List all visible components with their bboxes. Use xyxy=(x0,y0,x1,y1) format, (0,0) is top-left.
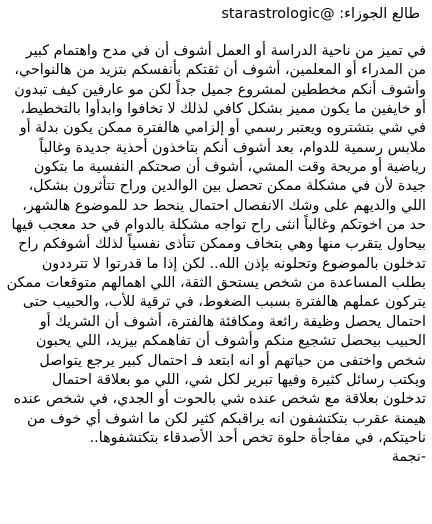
post-signature: -نجمة xyxy=(391,449,426,466)
post-header xyxy=(221,6,420,22)
post-body xyxy=(6,42,426,468)
post-title: طالع الجوزاء: xyxy=(339,6,420,22)
post-body-text: في تميز من ناحية الدراسة أو العمل أشوف أن في مدح واهتمام كبير من المدراء أو المعلمين، أشوف أن ثقتكم بأنفسكم بتزيد من هالنواحي، وأشوف أنكم مخططين لمشروع جميل جداً لكن مو عارفين كيف تبدون أو خايفين ما يكون مميز بشكل كافي لذلك لا تخافوا وابدأوا بالتخطيط، في شي بتشتروه ويعتبر رسمي أو إلزامي هالفترة ممكن يكون بدلة أو ملابس رسمية للدوام، بعد أشوف أنكم بتاخذون أحذية جديدة وغالباً رياضية أو مريحة وقت المشي، أشوف أن صحتكم النفسية ما بتكون جيدة لأن في مشكلة ممكن تحصل بين الوالدين وراح تتأثرون بشكل، اللي والديهم على وشك الانفصال احتمال ينحط حد للموضوع هالشهر، حد من اخوتكم وغالباً انثى راح تواجه مشكلة بالدوام في حد معجب فيها بيحاول يتقرب منها وهي بتخاف وممكن تتأذى نفسياً لذلك أشوفكم راح تدخلون بالموضوع وتحلونه بإذن الله.. لكن إذا ما قدرتوا لا تترددون بطلب المساعدة من شخص يستحق الثقة، اللي اهمالهم متوقعات ممكن يتركون عملهم هالفترة بسبب الضغوط، في ترقية للأب، والحبيب حتى احتمال يحصل وظيفة رائعة ومكافئة هالفترة، أشوف أن الشريك أو الحبيب بيحصل تشجيع منكم وأشوف أن تفاهمكم بيزيد، اللي يحبون شخص واختفى من حياتهم أو انه ابتعد فـ احتمال كبير يرجع يتواصل ويكتب رسائل كثيرة وفيها تبرير لكل شي، اللي مو بعلاقة احتمال تدخلون بعلاقة مع شخص عنده شي بالحوت أو الجدي، في شخص عنده هيمنة عقرب بتكتشفون انه يراقبكم كثير لكن ما اشوف أي خوف من ناحيتكم، في مفاجأة حلوة تخص أحد الأصدقاء بتكتشفوها.. xyxy=(6,43,426,446)
author-handle[interactable]: starastrologic@ xyxy=(221,6,335,22)
